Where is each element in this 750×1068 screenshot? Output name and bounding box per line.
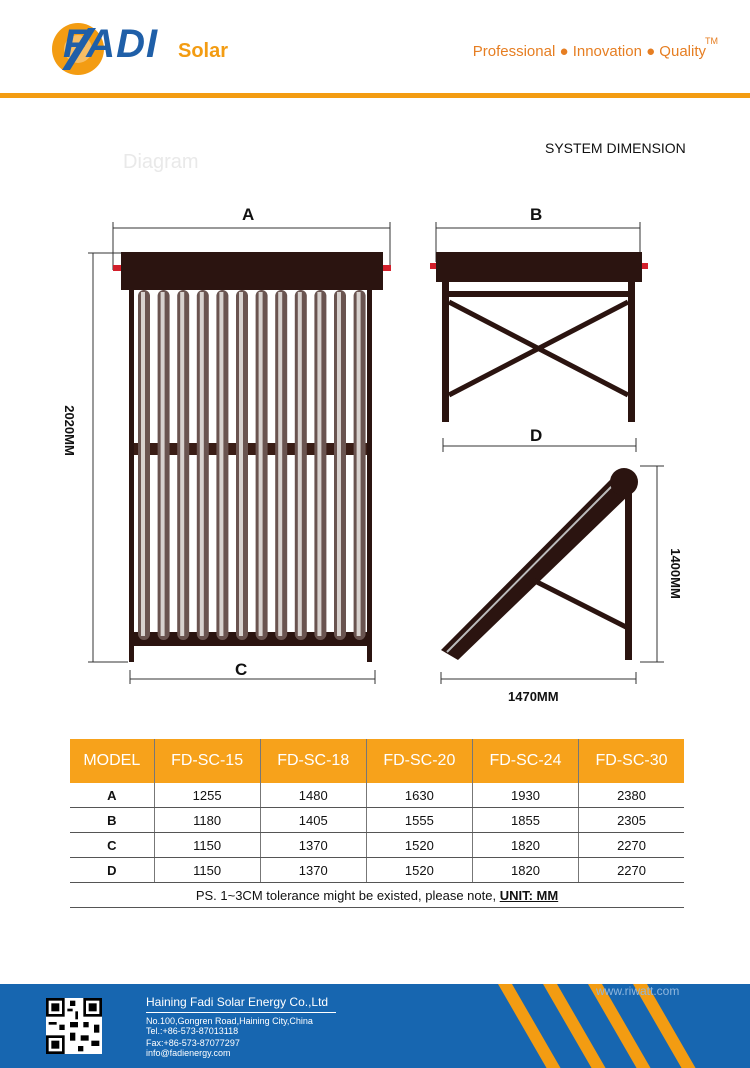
table-cell: 1480 [260,783,366,808]
table-header-row [70,739,684,783]
dimension-c-label: C [235,660,248,679]
table-cell: 1370 [260,833,366,858]
company-tel: Tel.:+86-573-87013118 [146,1026,239,1036]
table-cell: 1180 [154,808,260,833]
table-cell: 1930 [472,783,578,808]
table-cell: 1520 [366,858,472,883]
tube-highlight [219,292,223,636]
tube-highlight [278,292,282,636]
qr-code-icon [46,998,102,1054]
tube-highlight [239,292,243,636]
page-title: SYSTEM DIMENSION [545,140,686,156]
tolerance-note-row [70,883,684,908]
tube-highlight [200,292,204,636]
header-fd-sc-20: FD-SC-20 [366,739,472,783]
tube-highlight [357,292,361,636]
table-cell: 1150 [154,858,260,883]
height-2020-label: 2020MM [61,405,77,456]
header-fd-sc-30: FD-SC-30 [579,739,684,783]
table-cell: 1555 [366,808,472,833]
row-label: B [70,808,154,833]
side-view-frame [441,466,664,684]
table-cell: 2305 [579,808,684,833]
header-model: MODEL [70,739,154,783]
table-cell: 1855 [472,808,578,833]
logo-solar: Solar [178,40,229,62]
table-row [70,858,684,883]
table-row [70,783,684,808]
logo-text: FADI [63,22,159,66]
front-view-collector [113,252,391,662]
company-name: Haining Fadi Solar Energy Co.,Ltd [146,995,329,1009]
footer [0,984,750,1068]
table-cell: 2270 [579,858,684,883]
unit-note: UNIT: MM [499,887,559,903]
table-row [70,808,684,833]
tagline: Professional ● Innovation ● Quality [472,43,706,60]
tube-highlight [337,292,341,636]
watermark: www.riwatt.com [596,984,680,998]
tube-highlight [161,292,165,636]
header-fd-sc-15: FD-SC-15 [154,739,260,783]
table-cell: 1820 [472,858,578,883]
table-cell: 1150 [154,833,260,858]
tolerance-note-text: PS. 1~3CM tolerance might be existed, please note, [195,887,500,903]
table-row [70,833,684,858]
row-label: D [70,858,154,883]
row-label: A [70,783,154,808]
table-cell: 1370 [260,858,366,883]
trademark: TM [705,36,718,46]
tube-highlight [298,292,302,636]
table-cell: 1630 [366,783,472,808]
dimension-table [70,739,684,908]
table-cell: 1520 [366,833,472,858]
table-cell: 1820 [472,833,578,858]
tube-highlight [259,292,263,636]
height-1400-label: 1400MM [667,548,683,599]
company-address: No.100,Gongren Road,Haining City,China [146,1016,313,1026]
table-cell: 2380 [579,783,684,808]
dimension-d-label: D [530,426,543,445]
tube-highlight [141,292,145,636]
company-fax: Fax:+86-573-87077297 [146,1038,240,1048]
width-1470-label: 1470MM [508,689,559,704]
table-cell: 1255 [154,783,260,808]
company-divider [146,1012,336,1013]
vacuum-tubes [138,290,366,640]
dimension-b-label: B [530,205,543,224]
company-email[interactable]: info@fadienergy.com [146,1048,231,1058]
diagram-heading: Diagram [123,151,199,173]
tolerance-note [70,883,684,908]
table-cell: 2270 [579,833,684,858]
row-label: C [70,833,154,858]
table-cell: 1405 [260,808,366,833]
header-fd-sc-18: FD-SC-18 [260,739,366,783]
top-view-frame [430,222,648,452]
tube-highlight [180,292,184,636]
header-fd-sc-24: FD-SC-24 [472,739,578,783]
tube-highlight [317,292,321,636]
dimension-a-label: A [242,205,255,224]
